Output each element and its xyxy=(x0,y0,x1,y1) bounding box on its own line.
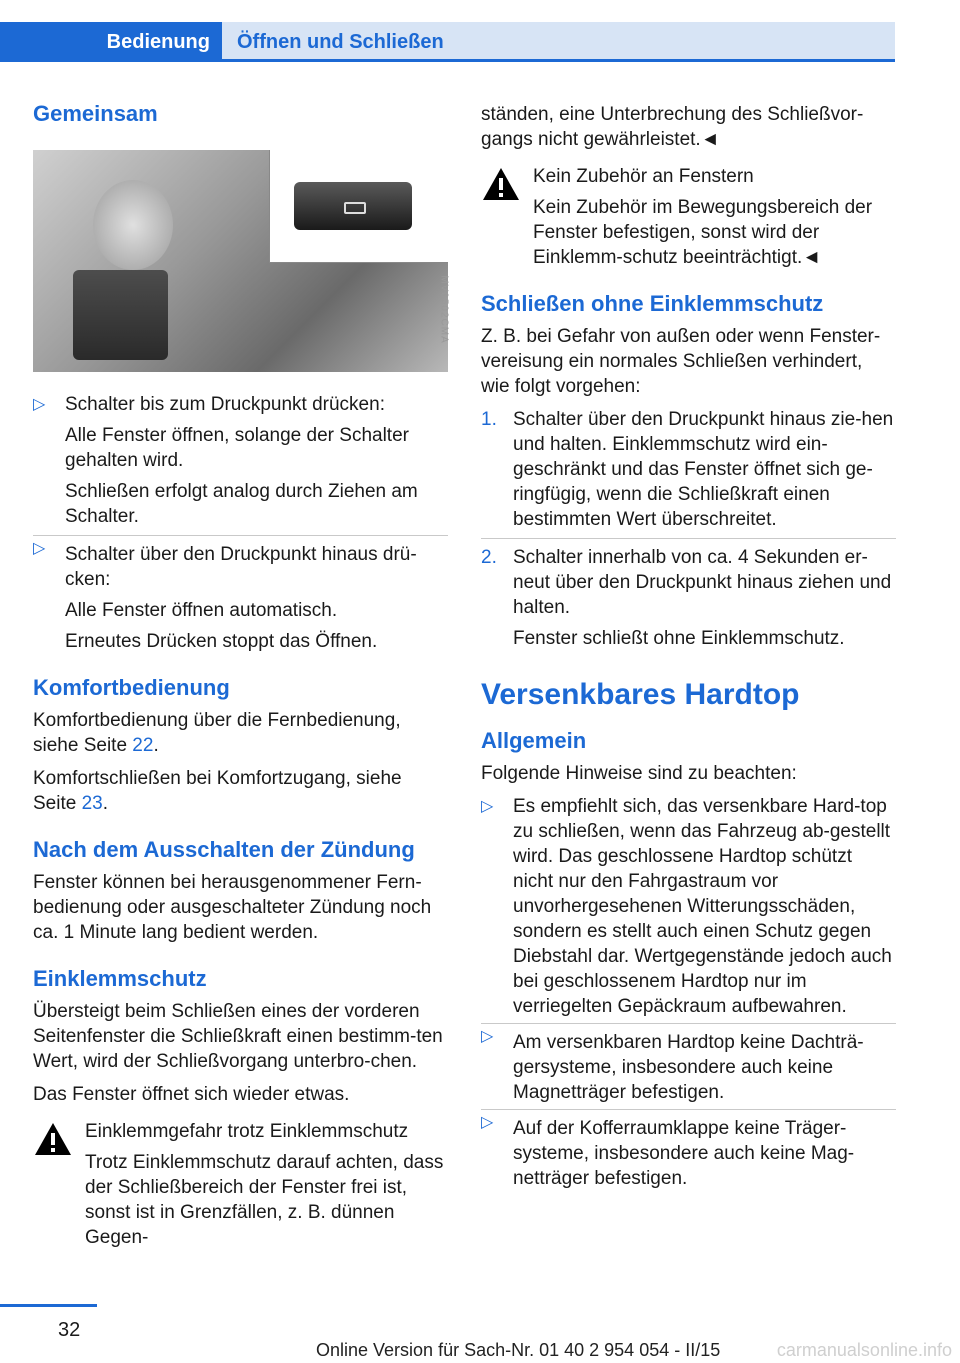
warning-continuation: ständen, eine Unterbrechung des Schließvor-gangs nicht gewährleistet.◄ xyxy=(481,104,864,150)
photo-code: MV0502CMA xyxy=(438,275,450,344)
warning-title: Einklemmgefahr trotz Einklemmschutz xyxy=(85,1121,409,1142)
komfort-text-end: . xyxy=(153,735,159,756)
ohne-paragraph: Z. B. bei Gefahr von außen oder wenn Fenster-vereisung ein normales Schließen verhindert, wie folgt vorgehen: xyxy=(481,326,881,397)
warning-text-span: Trotz Einklemmschutz darauf achten, dass der Schließbereich der Fenster frei ist, sonst ist in Grenzfällen, z. B. dünnen Gegen- xyxy=(85,1152,444,1248)
warning-triangle-icon xyxy=(481,166,521,202)
step-text: Schalter innerhalb von ca. 4 Sekunden er-neut über den Druckpunkt hinaus ziehen und halten. xyxy=(513,547,892,618)
tab-bedienung[interactable]: Bedienung xyxy=(0,22,222,62)
list-item: ▷ Am versenkbaren Hardtop keine Dachträ-gersysteme, insbesondere auch keine Magnetträger befestigen. xyxy=(481,1023,896,1105)
list-item-sub: Alle Fenster öffnen automatisch. xyxy=(65,600,338,621)
list-item-main: ▷ Schalter über den Druckpunkt hinaus drü-cken: xyxy=(65,544,417,590)
warning-einklemmgefahr xyxy=(33,1119,448,1250)
steps-list xyxy=(481,407,896,651)
warning-text: Kein Zubehör im Bewegungsbereich der Fenster befestigen, sonst wird der Einklemm-schutz beeinträchtigt.◄ xyxy=(533,197,873,268)
watermark: carmanualsonline.info xyxy=(776,1340,952,1360)
heading-gemeinsam: Gemeinsam xyxy=(33,101,158,126)
komfort-text-end: . xyxy=(102,793,109,814)
warning-triangle-icon xyxy=(33,1121,73,1157)
step-number: 2. xyxy=(481,547,497,568)
komfort-paragraph-2 xyxy=(33,766,448,816)
switch-instructions-list xyxy=(33,392,448,654)
right-column xyxy=(481,102,896,1197)
heading-versenkbares-hardtop: Versenkbares Hardtop xyxy=(481,678,800,711)
step-item xyxy=(481,538,896,651)
step-text: Schalter über den Druckpunkt hinaus zie-hen und halten. Einklemmschutz wird ein-geschränkt und das Fenster öffnet sich ge-ringfügig, wenn die Schließkraft einen bestimmten Wert überschreitet. xyxy=(513,409,894,530)
einklemm-paragraph-1: Übersteigt beim Schließen eines der vorderen Seitenfenster die Schließkraft einen bestimm-ten Wert, wird der Schließvorgang unterbro-chen. xyxy=(33,1001,443,1072)
allgemein-paragraph: Folgende Hinweise sind zu beachten: xyxy=(481,763,797,784)
heading-einklemmschutz: Einklemmschutz xyxy=(33,966,207,991)
switch-detail-inset xyxy=(269,150,448,263)
tab-underline xyxy=(222,59,895,62)
window-switch-icon xyxy=(294,182,412,230)
step-number: 1. xyxy=(481,409,497,430)
warning-text xyxy=(33,1150,448,1250)
einklemm-paragraph-2: Das Fenster öffnet sich wieder etwas. xyxy=(33,1084,350,1105)
list-item-main: ▷ Schalter bis zum Druckpunkt drücken: xyxy=(65,394,385,415)
header-tabbar xyxy=(0,22,895,62)
speaker-shape xyxy=(93,180,173,270)
warning-kein-zubehoer xyxy=(481,164,896,270)
heading-nach-ausschalten: Nach dem Ausschalten der Zündung xyxy=(33,837,415,862)
list-item xyxy=(33,392,448,529)
switch-panel-shape xyxy=(73,270,168,360)
list-item: ▷ Es empfiehlt sich, das versenkbare Hard-top zu schließen, wenn das Fahrzeug ab-gestellt wird. Das geschlossene Hardtop schützt nicht nur den Fahrgastraum vor unvorhergesehenen Witterungsschäden, sondern es stellt auch einen Schutz gegen Diebstahl dar. Wertgegenstände jedoch auch bei geschlossenem Hardtop nur im verriegelten Gepäckraum aufbewahren. xyxy=(481,794,896,1019)
komfort-text: Komfortbedienung über die Fernbedienung, siehe Seite xyxy=(33,710,401,756)
heading-allgemein: Allgemein xyxy=(481,728,587,753)
left-column xyxy=(33,100,448,1258)
komfort-text: Komfortschließen bei Komfortzugang, siehe Seite xyxy=(33,768,402,814)
list-item: ▷ Auf der Kofferraumklappe keine Träger-systeme, insbesondere auch keine Mag-netträger befestigen. xyxy=(481,1109,896,1191)
footer-line xyxy=(0,1304,97,1307)
list-item xyxy=(33,535,448,654)
window-switch-photo xyxy=(33,150,448,372)
step-item xyxy=(481,407,896,532)
list-item-sub: Schließen erfolgt analog durch Ziehen am Schalter. xyxy=(65,481,418,527)
page-number: 32 xyxy=(58,1319,81,1341)
step-extra: Fenster schließt ohne Einklemmschutz. xyxy=(513,628,845,649)
komfort-paragraph-1 xyxy=(33,708,448,758)
page-link-22[interactable]: 22 xyxy=(132,735,154,756)
hardtop-hints-list xyxy=(481,794,896,1191)
ausschalten-paragraph: Fenster können bei herausgenommener Fern-bedienung oder ausgeschalteter Zündung noch ca. 1 Minute lang bedient werden. xyxy=(33,872,432,943)
heading-komfortbedienung: Komfortbedienung xyxy=(33,675,230,700)
page-link-23[interactable]: 23 xyxy=(81,793,103,814)
heading-schliessen-ohne: Schließen ohne Einklemmschutz xyxy=(481,291,824,316)
list-item-sub: Erneutes Drücken stoppt das Öffnen. xyxy=(65,631,378,652)
warning-title: Kein Zubehör an Fenstern xyxy=(533,166,754,187)
online-version-text: Online Version für Sach-Nr. 01 40 2 954 054 - II/15 xyxy=(316,1340,721,1360)
list-item-sub: Alle Fenster öffnen, solange der Schalter gehalten wird. xyxy=(65,425,409,471)
tab-oeffnen-schliessen[interactable]: Öffnen und Schließen xyxy=(222,22,895,62)
